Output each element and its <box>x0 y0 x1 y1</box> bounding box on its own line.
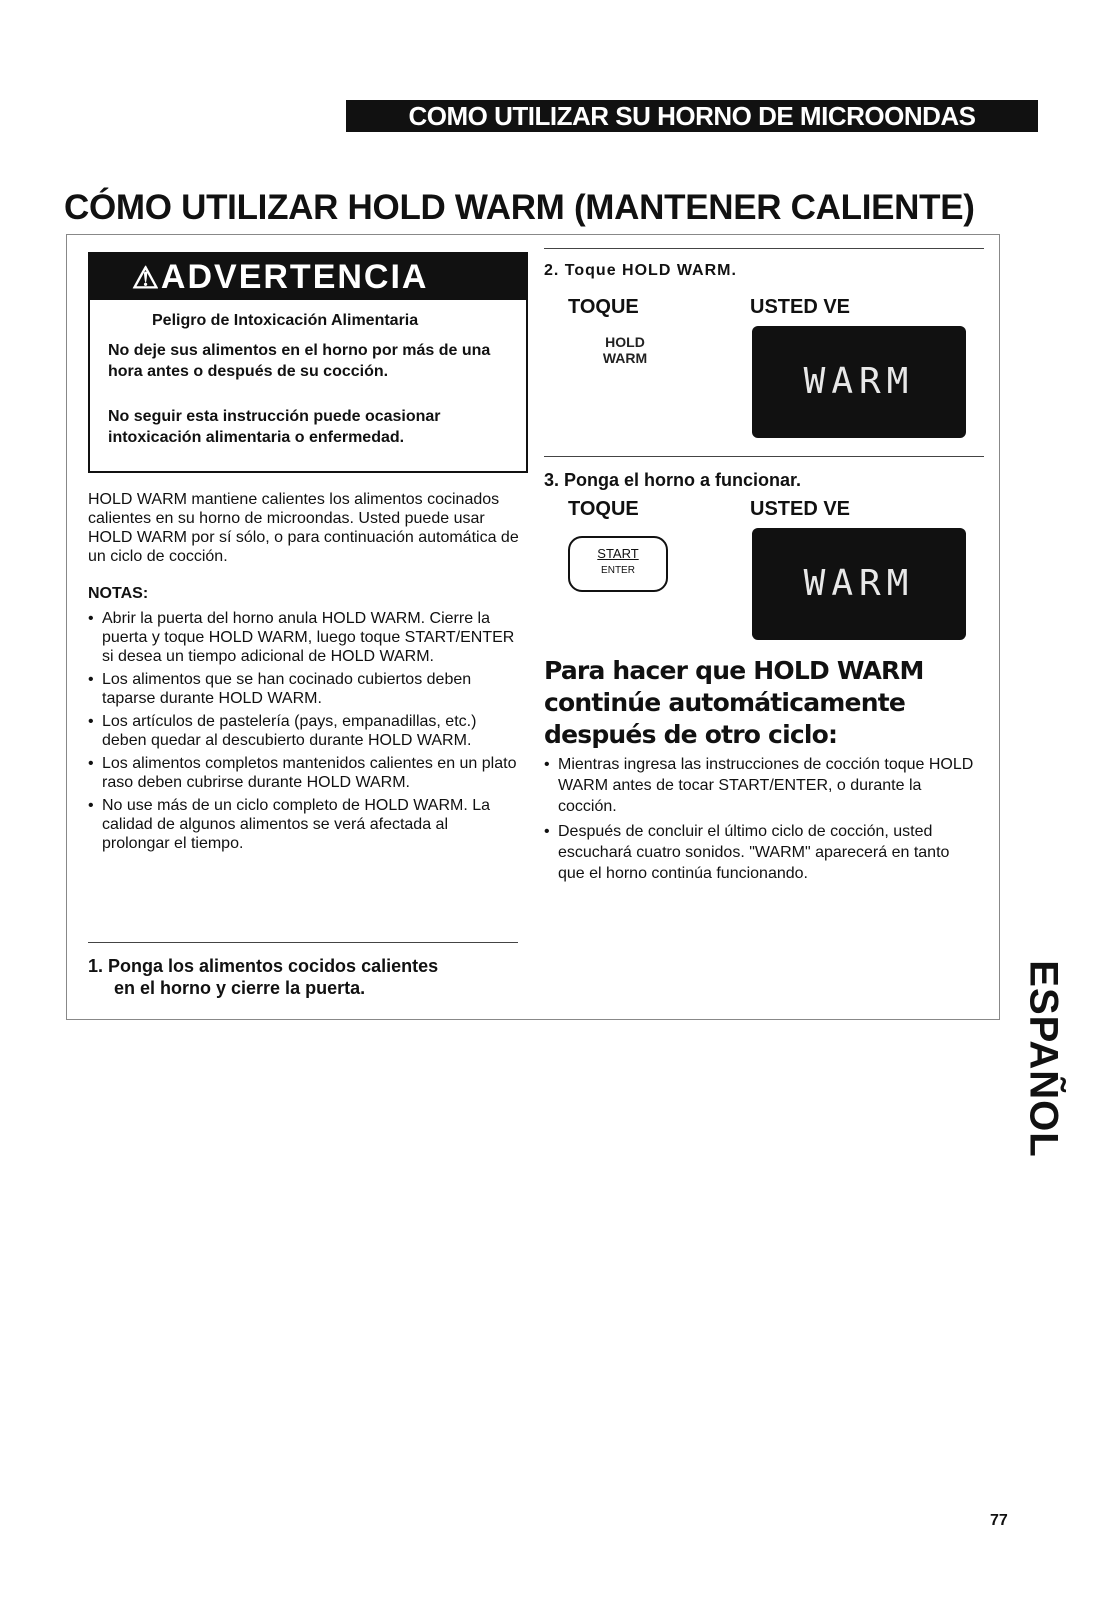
step-1 <box>88 955 438 999</box>
section-banner: COMO UTILIZAR SU HORNO DE MICROONDAS <box>346 100 1038 132</box>
auto-continue-heading: Para hacer que HOLD WARM continúe automáticamente después de otro ciclo: <box>544 656 924 749</box>
step-1-line-1: 1. Ponga los alimentos cocidos calientes <box>88 956 439 976</box>
step-2-heading: 2. Toque HOLD WARM. <box>544 262 737 279</box>
note-item: • Los alimentos que se han cocinado cubiertos deben taparse durante HOLD WARM. <box>88 670 520 708</box>
warning-subtitle: Peligro de Intoxicación Alimentaria <box>152 312 419 329</box>
auto-continue-list <box>544 754 974 888</box>
usted-ve-label: USTED VE <box>750 498 851 520</box>
oven-display: WARM <box>752 326 966 438</box>
note-item: • Abrir la puerta del horno anula HOLD WARM. Cierre la puerta y toque HOLD WARM, luego toque START/ENTER si desea un tiempo adicional de HOLD WARM. <box>88 609 520 666</box>
notes-section <box>88 584 520 857</box>
hold-warm-button[interactable] <box>588 334 662 386</box>
page-title: CÓMO UTILIZAR HOLD WARM (MANTENER CALIENTE) <box>64 188 975 227</box>
language-tab-label: ESPAÑOL <box>1021 960 1066 1158</box>
warning-header <box>90 254 526 300</box>
note-item: • Los alimentos completos mantenidos calientes en un plato raso deben cubrirse durante HOLD WARM. <box>88 754 520 792</box>
warning-paragraph-1: No deje sus alimentos en el horno por más de una hora antes o después de su cocción. <box>108 342 491 380</box>
divider <box>544 456 984 457</box>
start-enter-button[interactable] <box>568 536 668 592</box>
auto-item: • Mientras ingresa las instrucciones de cocción toque HOLD WARM antes de tocar START/ENTER, o durante la cocción. <box>544 754 974 817</box>
oven-display: WARM <box>752 528 966 640</box>
warning-header-label: ADVERTENCIA <box>160 258 429 296</box>
divider <box>544 248 984 249</box>
language-tab <box>1018 944 1068 1174</box>
note-item: • Los artículos de pastelería (pays, empanadillas, etc.) deben quedar al descubierto durante HOLD WARM. <box>88 712 520 750</box>
warning-box <box>88 252 528 473</box>
start-enter-button-line-2: ENTER <box>601 565 635 576</box>
toque-label: TOQUE <box>568 498 639 520</box>
auto-item: • Después de concluir el último ciclo de cocción, usted escuchará cuatro sonidos. "WARM" aparecerá en tanto que el horno continúa funcionando. <box>544 821 974 884</box>
toque-label: TOQUE <box>568 296 639 318</box>
hold-warm-button-line-2: WARM <box>602 350 648 366</box>
warning-triangle-icon: ⚠ <box>132 262 161 295</box>
page-number: 77 <box>990 1512 1008 1529</box>
usted-ve-label: USTED VE <box>750 296 851 318</box>
step-1-line-2: en el horno y cierre la puerta. <box>114 978 366 998</box>
warning-paragraph-2: No seguir esta instrucción puede ocasionar intoxicación alimentaria o enfermedad. <box>108 408 441 446</box>
hold-warm-button-line-1: HOLD <box>605 334 645 350</box>
step-3-heading: 3. Ponga el horno a funcionar. <box>544 470 802 490</box>
start-enter-button-line-1: START <box>597 546 639 561</box>
divider <box>88 942 518 943</box>
note-item: • No use más de un ciclo completo de HOLD WARM. La calidad de algunos alimentos se verá afectada al prolongar el tiempo. <box>88 796 520 853</box>
intro-paragraph: HOLD WARM mantiene calientes los alimentos cocinados calientes en su horno de microondas. Usted puede usar HOLD WARM por sí sólo, o para continuación automática de un ciclo de cocción. <box>88 491 519 565</box>
notes-heading: NOTAS: <box>88 585 149 602</box>
